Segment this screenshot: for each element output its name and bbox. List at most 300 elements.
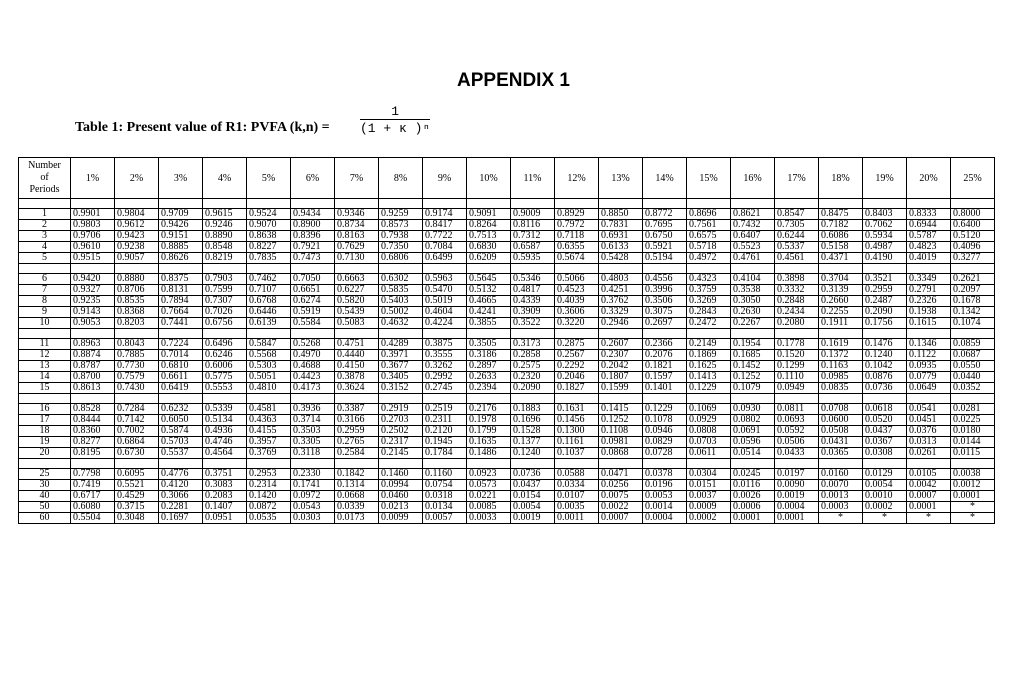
value-cell: 0.4019 bbox=[907, 253, 951, 264]
value-cell: 0.3855 bbox=[467, 318, 511, 329]
value-cell: 0.3759 bbox=[687, 285, 731, 296]
value-cell: 0.0811 bbox=[775, 404, 819, 415]
value-cell: 0.9053 bbox=[71, 318, 115, 329]
spacer-cell bbox=[511, 329, 555, 339]
value-cell: 0.4581 bbox=[247, 404, 291, 415]
value-cell: 0.3521 bbox=[863, 274, 907, 285]
value-cell: 0.6587 bbox=[511, 242, 555, 253]
value-cell: 0.4817 bbox=[511, 285, 555, 296]
value-cell: 0.7050 bbox=[291, 274, 335, 285]
value-cell: 0.3503 bbox=[291, 426, 335, 437]
spacer-cell bbox=[951, 329, 995, 339]
value-cell: 0.5584 bbox=[291, 318, 335, 329]
period-cell: 30 bbox=[19, 480, 71, 491]
value-cell: 0.0535 bbox=[247, 513, 291, 524]
spacer-cell bbox=[247, 394, 291, 404]
rate-header: 15% bbox=[687, 158, 731, 199]
value-cell: 0.0075 bbox=[599, 491, 643, 502]
value-cell: 0.8417 bbox=[423, 220, 467, 231]
spacer-cell bbox=[643, 394, 687, 404]
spacer-cell bbox=[555, 329, 599, 339]
value-cell: 0.6651 bbox=[291, 285, 335, 296]
value-cell: 0.1821 bbox=[643, 361, 687, 372]
table-row bbox=[19, 491, 995, 502]
spacer-cell bbox=[907, 264, 951, 274]
spacer-cell bbox=[643, 264, 687, 274]
value-cell: 0.2875 bbox=[555, 339, 599, 350]
value-cell: 0.6806 bbox=[379, 253, 423, 264]
value-cell: 0.2858 bbox=[511, 350, 555, 361]
spacer-cell bbox=[379, 264, 423, 274]
value-cell: 0.1299 bbox=[775, 361, 819, 372]
value-cell: 0.0872 bbox=[247, 502, 291, 513]
value-cell: 0.0754 bbox=[423, 480, 467, 491]
value-cell: 0.9009 bbox=[511, 209, 555, 220]
value-cell: 0.2897 bbox=[467, 361, 511, 372]
value-cell: 0.0001 bbox=[951, 491, 995, 502]
value-cell: 0.0334 bbox=[555, 480, 599, 491]
value-cell: 0.0779 bbox=[907, 372, 951, 383]
value-cell: 0.3971 bbox=[379, 350, 423, 361]
value-cell: 0.7473 bbox=[291, 253, 335, 264]
value-cell: 0.1452 bbox=[731, 361, 775, 372]
rate-header: 18% bbox=[819, 158, 863, 199]
value-cell: 0.9346 bbox=[335, 209, 379, 220]
value-cell: 0.1108 bbox=[599, 426, 643, 437]
value-cell: 0.9420 bbox=[71, 274, 115, 285]
value-cell: 0.0129 bbox=[863, 469, 907, 480]
value-cell: 0.0708 bbox=[819, 404, 863, 415]
spacer-cell bbox=[71, 459, 115, 469]
value-cell: 0.1520 bbox=[775, 350, 819, 361]
value-cell: 0.2703 bbox=[379, 415, 423, 426]
value-cell: 0.3506 bbox=[643, 296, 687, 307]
table-row bbox=[19, 480, 995, 491]
spacer-cell bbox=[19, 199, 71, 209]
value-cell: 0.1978 bbox=[467, 415, 511, 426]
value-cell: 0.0002 bbox=[863, 502, 907, 513]
value-cell: 0.2660 bbox=[819, 296, 863, 307]
value-cell: 0.1229 bbox=[687, 383, 731, 394]
value-cell: 0.4224 bbox=[423, 318, 467, 329]
value-cell: 0.1314 bbox=[335, 480, 379, 491]
value-cell: 0.0592 bbox=[775, 426, 819, 437]
spacer-cell bbox=[951, 264, 995, 274]
spacer-cell bbox=[467, 329, 511, 339]
value-cell: 0.8227 bbox=[247, 242, 291, 253]
spacer-cell bbox=[247, 459, 291, 469]
period-cell: 5 bbox=[19, 253, 71, 264]
value-cell: 0.0144 bbox=[951, 437, 995, 448]
value-cell: 0.0256 bbox=[599, 480, 643, 491]
spacer-cell bbox=[335, 264, 379, 274]
spacer-cell bbox=[511, 264, 555, 274]
value-cell: 0.1476 bbox=[863, 339, 907, 350]
value-cell: 0.2519 bbox=[423, 404, 467, 415]
value-cell: 0.4251 bbox=[599, 285, 643, 296]
value-cell: 0.6446 bbox=[247, 307, 291, 318]
value-cell: 0.2317 bbox=[379, 437, 423, 448]
value-cell: 0.6274 bbox=[291, 296, 335, 307]
value-cell: 0.9434 bbox=[291, 209, 335, 220]
value-cell: 0.4173 bbox=[291, 383, 335, 394]
spacer-cell bbox=[951, 394, 995, 404]
value-cell: 0.0876 bbox=[863, 372, 907, 383]
value-cell: 0.6080 bbox=[71, 502, 115, 513]
value-cell: 0.0105 bbox=[907, 469, 951, 480]
value-cell: 0.5523 bbox=[731, 242, 775, 253]
value-cell: 0.1938 bbox=[907, 307, 951, 318]
value-cell: 0.0019 bbox=[511, 513, 555, 524]
value-cell: 0.6750 bbox=[643, 231, 687, 242]
value-cell: 0.6355 bbox=[555, 242, 599, 253]
value-cell: 0.0313 bbox=[907, 437, 951, 448]
value-cell: 0.7026 bbox=[203, 307, 247, 318]
value-cell: 0.5553 bbox=[203, 383, 247, 394]
value-cell: 0.6139 bbox=[247, 318, 291, 329]
value-cell: 0.0001 bbox=[731, 513, 775, 524]
value-cell: 0.0930 bbox=[731, 404, 775, 415]
table-row bbox=[19, 404, 995, 415]
rate-header: 9% bbox=[423, 158, 467, 199]
table-row bbox=[19, 350, 995, 361]
rate-header: 16% bbox=[731, 158, 775, 199]
spacer-cell bbox=[247, 329, 291, 339]
spacer-cell bbox=[335, 329, 379, 339]
value-cell: 0.1954 bbox=[731, 339, 775, 350]
table-row bbox=[19, 448, 995, 459]
value-cell: 0.3769 bbox=[247, 448, 291, 459]
value-cell: 0.0054 bbox=[511, 502, 555, 513]
value-cell: 0.3075 bbox=[643, 307, 687, 318]
value-cell: 0.1528 bbox=[511, 426, 555, 437]
value-cell: * bbox=[951, 513, 995, 524]
spacer-cell bbox=[819, 264, 863, 274]
value-cell: 0.5120 bbox=[951, 231, 995, 242]
value-cell: 0.8163 bbox=[335, 231, 379, 242]
table-row bbox=[19, 285, 995, 296]
value-cell: 0.7224 bbox=[159, 339, 203, 350]
value-cell: 0.0703 bbox=[687, 437, 731, 448]
value-cell: 0.3677 bbox=[379, 361, 423, 372]
value-cell: 0.0057 bbox=[423, 513, 467, 524]
value-cell: 0.7798 bbox=[71, 469, 115, 480]
value-cell: 0.5303 bbox=[247, 361, 291, 372]
rate-header: 25% bbox=[951, 158, 995, 199]
value-cell: 0.8900 bbox=[291, 220, 335, 231]
value-cell: 0.9235 bbox=[71, 296, 115, 307]
value-cell: 0.5820 bbox=[335, 296, 379, 307]
spacer-cell bbox=[819, 329, 863, 339]
period-cell: 15 bbox=[19, 383, 71, 394]
value-cell: 0.7835 bbox=[247, 253, 291, 264]
spacer-cell bbox=[731, 264, 775, 274]
table-row bbox=[19, 339, 995, 350]
value-cell: 0.2076 bbox=[643, 350, 687, 361]
value-cell: 0.6133 bbox=[599, 242, 643, 253]
value-cell: 0.2959 bbox=[335, 426, 379, 437]
value-cell: 0.0736 bbox=[511, 469, 555, 480]
value-cell: 0.5521 bbox=[115, 480, 159, 491]
value-cell: 0.4104 bbox=[731, 274, 775, 285]
value-cell: * bbox=[951, 502, 995, 513]
spacer-cell bbox=[467, 394, 511, 404]
value-cell: 0.2307 bbox=[599, 350, 643, 361]
value-cell: 0.3505 bbox=[467, 339, 511, 350]
spacer-cell bbox=[599, 329, 643, 339]
value-cell: 0.4810 bbox=[247, 383, 291, 394]
value-cell: 0.4936 bbox=[203, 426, 247, 437]
value-cell: 0.0460 bbox=[379, 491, 423, 502]
value-cell: 0.8638 bbox=[247, 231, 291, 242]
spacer-cell bbox=[159, 199, 203, 209]
value-cell: 0.0802 bbox=[731, 415, 775, 426]
value-cell: 0.1685 bbox=[731, 350, 775, 361]
value-cell: 0.0668 bbox=[335, 491, 379, 502]
value-cell: 0.8333 bbox=[907, 209, 951, 220]
period-cell: 50 bbox=[19, 502, 71, 513]
value-cell: 0.5921 bbox=[643, 242, 687, 253]
value-cell: 0.9901 bbox=[71, 209, 115, 220]
value-cell: 0.6244 bbox=[775, 231, 819, 242]
value-cell: 0.0004 bbox=[643, 513, 687, 524]
value-cell: 0.1696 bbox=[511, 415, 555, 426]
rate-header: 8% bbox=[379, 158, 423, 199]
table-row bbox=[19, 274, 995, 285]
value-cell: 0.2919 bbox=[379, 404, 423, 415]
value-cell: 0.3152 bbox=[379, 383, 423, 394]
value-cell: 0.0004 bbox=[775, 502, 819, 513]
spacer-cell bbox=[731, 459, 775, 469]
value-cell: 0.7284 bbox=[115, 404, 159, 415]
spacer-cell bbox=[19, 264, 71, 274]
value-cell: 0.5775 bbox=[203, 372, 247, 383]
value-cell: 0.7885 bbox=[115, 350, 159, 361]
value-cell: 0.0099 bbox=[379, 513, 423, 524]
value-cell: 0.0070 bbox=[819, 480, 863, 491]
value-cell: 0.5568 bbox=[247, 350, 291, 361]
value-cell: 0.6496 bbox=[203, 339, 247, 350]
value-cell: 0.4987 bbox=[863, 242, 907, 253]
rate-header: 5% bbox=[247, 158, 291, 199]
value-cell: 0.3898 bbox=[775, 274, 819, 285]
value-cell: 0.9143 bbox=[71, 307, 115, 318]
value-cell: 0.5083 bbox=[335, 318, 379, 329]
spacer-cell bbox=[775, 264, 819, 274]
present-value-table bbox=[18, 157, 995, 524]
value-cell: 0.0006 bbox=[731, 502, 775, 513]
period-cell: 18 bbox=[19, 426, 71, 437]
value-cell: 0.0213 bbox=[379, 502, 423, 513]
spacer-cell bbox=[951, 199, 995, 209]
value-cell: 0.4190 bbox=[863, 253, 907, 264]
value-cell: 0.0835 bbox=[819, 383, 863, 394]
value-cell: 0.4970 bbox=[291, 350, 335, 361]
value-cell: 0.5847 bbox=[247, 339, 291, 350]
value-cell: 0.7695 bbox=[643, 220, 687, 231]
value-cell: 0.1122 bbox=[907, 350, 951, 361]
value-cell: 0.5703 bbox=[159, 437, 203, 448]
value-cell: 0.1161 bbox=[555, 437, 599, 448]
value-cell: 0.6499 bbox=[423, 253, 467, 264]
spacer-cell bbox=[951, 459, 995, 469]
value-cell: 0.8963 bbox=[71, 339, 115, 350]
value-cell: 0.0261 bbox=[907, 448, 951, 459]
value-cell: 0.9174 bbox=[423, 209, 467, 220]
value-cell: 0.0376 bbox=[907, 426, 951, 437]
value-cell: 0.2584 bbox=[335, 448, 379, 459]
value-cell: 0.2083 bbox=[203, 491, 247, 502]
period-cell: 19 bbox=[19, 437, 71, 448]
spacer-cell bbox=[819, 394, 863, 404]
spacer-cell bbox=[379, 199, 423, 209]
value-cell: 0.3050 bbox=[731, 296, 775, 307]
group-spacer-row bbox=[19, 394, 995, 404]
rate-header: 12% bbox=[555, 158, 599, 199]
value-cell: 0.5051 bbox=[247, 372, 291, 383]
table-row bbox=[19, 296, 995, 307]
value-cell: 0.8890 bbox=[203, 231, 247, 242]
value-cell: 0.4556 bbox=[643, 274, 687, 285]
spacer-cell bbox=[335, 199, 379, 209]
value-cell: 0.8626 bbox=[159, 253, 203, 264]
spacer-cell bbox=[423, 459, 467, 469]
value-cell: 0.0054 bbox=[863, 480, 907, 491]
value-cell: 0.2090 bbox=[511, 383, 555, 394]
value-cell: 0.2311 bbox=[423, 415, 467, 426]
value-cell: 0.8547 bbox=[775, 209, 819, 220]
value-cell: 0.1420 bbox=[247, 491, 291, 502]
value-cell: 0.6209 bbox=[467, 253, 511, 264]
value-cell: 0.0154 bbox=[511, 491, 555, 502]
value-cell: 0.1240 bbox=[863, 350, 907, 361]
value-cell: 0.4289 bbox=[379, 339, 423, 350]
period-cell: 25 bbox=[19, 469, 71, 480]
value-cell: 0.4803 bbox=[599, 274, 643, 285]
value-cell: 0.0001 bbox=[775, 513, 819, 524]
value-cell: 0.5158 bbox=[819, 242, 863, 253]
rate-header: 10% bbox=[467, 158, 511, 199]
value-cell: 0.2697 bbox=[643, 318, 687, 329]
value-cell: 0.2267 bbox=[731, 318, 775, 329]
value-cell: 0.0151 bbox=[687, 480, 731, 491]
value-cell: 0.7430 bbox=[115, 383, 159, 394]
value-cell: 0.6575 bbox=[687, 231, 731, 242]
spacer-cell bbox=[819, 199, 863, 209]
value-cell: 0.0339 bbox=[335, 502, 379, 513]
table-row bbox=[19, 253, 995, 264]
value-cell: 0.9070 bbox=[247, 220, 291, 231]
value-cell: 0.0981 bbox=[599, 437, 643, 448]
value-cell: 0.6944 bbox=[907, 220, 951, 231]
value-cell: 0.4363 bbox=[247, 415, 291, 426]
value-cell: 0.5346 bbox=[511, 274, 555, 285]
spacer-cell bbox=[687, 264, 731, 274]
value-cell: 0.8360 bbox=[71, 426, 115, 437]
value-cell: 0.8885 bbox=[159, 242, 203, 253]
value-cell: 0.8621 bbox=[731, 209, 775, 220]
value-cell: 0.6086 bbox=[819, 231, 863, 242]
value-cell: 0.1842 bbox=[335, 469, 379, 480]
value-cell: 0.8375 bbox=[159, 274, 203, 285]
spacer-cell bbox=[599, 394, 643, 404]
value-cell: 0.7722 bbox=[423, 231, 467, 242]
value-cell: 0.3714 bbox=[291, 415, 335, 426]
value-cell: 0.6232 bbox=[159, 404, 203, 415]
value-cell: 0.9804 bbox=[115, 209, 159, 220]
value-cell: 0.1756 bbox=[863, 318, 907, 329]
value-cell: 0.1037 bbox=[555, 448, 599, 459]
spacer-cell bbox=[159, 459, 203, 469]
value-cell: 0.6050 bbox=[159, 415, 203, 426]
value-cell: 0.3751 bbox=[203, 469, 247, 480]
value-cell: 0.3957 bbox=[247, 437, 291, 448]
period-cell: 14 bbox=[19, 372, 71, 383]
value-cell: 0.4972 bbox=[687, 253, 731, 264]
spacer-cell bbox=[731, 329, 775, 339]
formula-denominator: (1 + κ )ⁿ bbox=[360, 121, 431, 136]
value-cell: 0.0009 bbox=[687, 502, 731, 513]
value-cell: 0.4339 bbox=[511, 296, 555, 307]
value-cell: 0.4761 bbox=[731, 253, 775, 264]
value-cell: 0.0985 bbox=[819, 372, 863, 383]
value-cell: 0.1160 bbox=[423, 469, 467, 480]
spacer-cell bbox=[775, 394, 819, 404]
value-cell: 0.8772 bbox=[643, 209, 687, 220]
value-cell: 0.0026 bbox=[731, 491, 775, 502]
value-cell: 0.1413 bbox=[687, 372, 731, 383]
value-cell: 0.8396 bbox=[291, 231, 335, 242]
spacer-cell bbox=[907, 199, 951, 209]
spacer-cell bbox=[775, 459, 819, 469]
value-cell: 0.0859 bbox=[951, 339, 995, 350]
value-cell: 0.0868 bbox=[599, 448, 643, 459]
value-cell: 0.2487 bbox=[863, 296, 907, 307]
period-cell: 3 bbox=[19, 231, 71, 242]
value-cell: 0.3762 bbox=[599, 296, 643, 307]
value-cell: 0.8700 bbox=[71, 372, 115, 383]
value-cell: 0.2149 bbox=[687, 339, 731, 350]
spacer-cell bbox=[467, 459, 511, 469]
value-cell: 0.0196 bbox=[643, 480, 687, 491]
value-cell: 0.7730 bbox=[115, 361, 159, 372]
value-cell: 0.0829 bbox=[643, 437, 687, 448]
spacer-cell bbox=[863, 264, 907, 274]
value-cell: 0.8706 bbox=[115, 285, 159, 296]
value-cell: 0.8403 bbox=[863, 209, 907, 220]
value-cell: 0.2366 bbox=[643, 339, 687, 350]
value-cell: 0.1778 bbox=[775, 339, 819, 350]
value-cell: 0.0994 bbox=[379, 480, 423, 491]
value-cell: 0.6864 bbox=[115, 437, 159, 448]
spacer-cell bbox=[335, 459, 379, 469]
value-cell: 0.0318 bbox=[423, 491, 467, 502]
value-cell: 0.7118 bbox=[555, 231, 599, 242]
value-cell: 0.0433 bbox=[775, 448, 819, 459]
value-cell: 0.4604 bbox=[423, 307, 467, 318]
value-cell: 0.4523 bbox=[555, 285, 599, 296]
value-cell: 0.8219 bbox=[203, 253, 247, 264]
value-cell: 0.8277 bbox=[71, 437, 115, 448]
value-cell: 0.1372 bbox=[819, 350, 863, 361]
periods-header-line: of bbox=[40, 172, 49, 183]
value-cell: 0.0808 bbox=[687, 426, 731, 437]
value-cell: 0.0437 bbox=[863, 426, 907, 437]
value-cell: 0.3555 bbox=[423, 350, 467, 361]
value-cell: 0.3715 bbox=[115, 502, 159, 513]
value-cell: 0.3538 bbox=[731, 285, 775, 296]
value-cell: 0.8195 bbox=[71, 448, 115, 459]
